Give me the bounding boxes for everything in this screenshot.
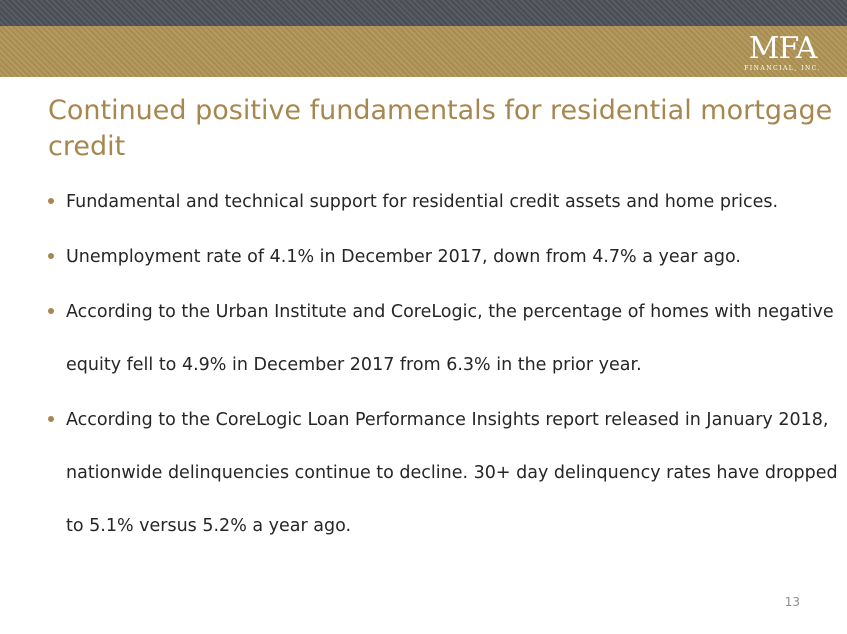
bullet-text: Unemployment rate of 4.1% in December 2017, down from 4.7% a year ago.	[66, 247, 741, 267]
logo-mark: MFA	[748, 31, 817, 66]
logo-subtext: FINANCIAL, INC.	[744, 65, 821, 72]
header-dark-band	[0, 0, 847, 26]
bullet-item	[48, 231, 838, 284]
slide-title: Continued positive fundamentals for residential mortgage credit	[48, 95, 833, 162]
bullet-item	[48, 176, 838, 229]
bullet-item	[48, 286, 838, 392]
bullet-dot-icon	[48, 308, 54, 314]
header-gold-band	[0, 26, 847, 77]
bullet-text: According to the Urban Institute and CoreLogic, the percentage of homes with negative equity fell to 4.9% in December 2017 from 6.3% in the prior year.	[66, 302, 834, 375]
bullet-text: Fundamental and technical support for residential credit assets and home prices.	[66, 192, 779, 212]
bullet-dot-icon	[48, 416, 54, 422]
page-number: 13	[784, 595, 800, 609]
bullet-dot-icon	[48, 198, 54, 204]
bullet-text: According to the CoreLogic Loan Performance Insights report released in January 2018, nationwide delinquencies continue to decline. 30+ day delinquency rates have dropped to 5.1% versus 5.2% a year ago.	[66, 410, 838, 536]
bullet-dot-icon	[48, 253, 54, 259]
bullet-item	[48, 394, 838, 553]
company-logo	[744, 31, 821, 72]
bullet-list	[48, 176, 838, 555]
